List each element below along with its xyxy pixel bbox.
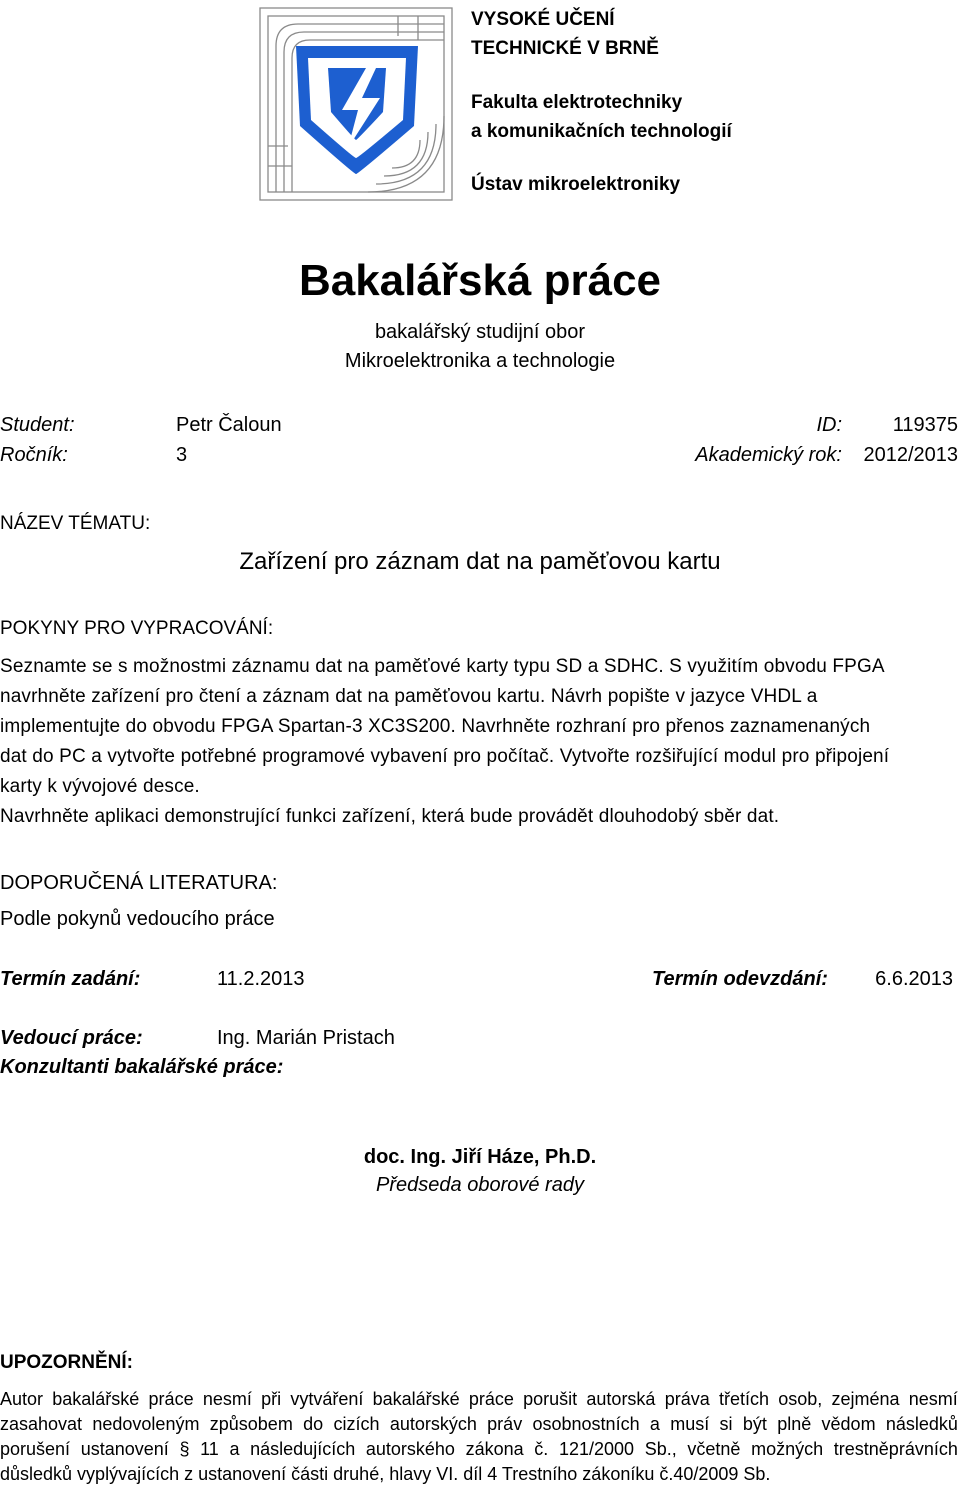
literature-value: Podle pokynů vedoucího práce bbox=[0, 908, 275, 930]
student-value: Petr Čaloun bbox=[176, 414, 282, 436]
instructions-label: POKYNY PRO VYPRACOVÁNÍ: bbox=[0, 618, 274, 639]
year-value: 3 bbox=[176, 444, 188, 466]
notice-line: důsledků vyplývajících z ustanovení části druhé, hlavy VI. díl 4 Trestního zákoníku č.40/2009 Sb. bbox=[0, 1464, 771, 1484]
faculty-name-line2: a komunikačních technologií bbox=[471, 121, 732, 142]
university-logo bbox=[258, 6, 454, 202]
id-label: ID: bbox=[816, 414, 842, 436]
university-name-line1: VYSOKÉ UČENÍ bbox=[471, 9, 615, 30]
instructions-line: implementujte do obvodu FPGA Spartan-3 XC3S200. Navrhněte rozhraní pro přenos zaznamenaných bbox=[0, 716, 871, 737]
institute-name: Ústav mikroelektroniky bbox=[471, 174, 681, 195]
id-value: 119375 bbox=[892, 414, 958, 436]
notice-label: UPOZORNĚNÍ: bbox=[0, 1352, 133, 1373]
instructions-line: Seznamte se s možnostmi záznamu dat na paměťové karty typu SD a SDHC. S využitím obvodu FPGA bbox=[0, 656, 885, 677]
signatory-role: Předseda oborové rady bbox=[376, 1174, 584, 1196]
instructions-text bbox=[0, 652, 958, 832]
year-label: Ročník: bbox=[0, 444, 68, 466]
instructions-line: karty k vývojové desce. bbox=[0, 776, 200, 797]
literature-label: DOPORUČENÁ LITERATURA: bbox=[0, 872, 278, 894]
instructions-line: dat do PC a vytvořte potřebné programové vybavení pro počítač. Vytvořte rozšiřující modul pro připojení bbox=[0, 746, 890, 767]
instructions-line: Navrhněte aplikaci demonstrující funkci zařízení, která bude provádět dlouhodobý sběr dat. bbox=[0, 806, 780, 827]
instructions-line: navrhněte zařízení pro čtení a záznam dat na paměťovou kartu. Návrh popište v jazyce VHDL a bbox=[0, 686, 818, 707]
notice-line: porušení ustanovení § 11 a následujících autorského zákona č. 121/2000 Sb., včetně možných trestněprávních bbox=[0, 1439, 958, 1459]
assignment-date-value: 11.2.2013 bbox=[217, 968, 305, 990]
notice-line: Autor bakalářské práce nesmí při vytváření bakalářské práce porušit autorská práva třetích osob, zejména nesmí bbox=[0, 1389, 958, 1409]
notice-line: zasahovat nedovoleným způsobem do cizích autorských práv osobnostních a musí si být plně vědom následků bbox=[0, 1414, 958, 1434]
vut-logo-lightning-shield-icon bbox=[258, 6, 454, 202]
faculty-name-line1: Fakulta elektrotechniky bbox=[471, 92, 683, 113]
study-type: bakalářský studijní obor bbox=[374, 321, 586, 343]
topic-label: NÁZEV TÉMATU: bbox=[0, 513, 151, 534]
supervisor-label: Vedoucí práce: bbox=[0, 1027, 143, 1049]
university-name-line2: TECHNICKÉ V BRNĚ bbox=[471, 38, 659, 59]
notice-text bbox=[0, 1387, 958, 1487]
academic-year-label: Akademický rok: bbox=[695, 444, 842, 466]
consultants-label: Konzultanti bakalářské práce: bbox=[0, 1056, 284, 1078]
study-field: Mikroelektronika a technologie bbox=[344, 350, 616, 372]
submission-date-label: Termín odevzdání: bbox=[652, 968, 828, 990]
supervisor-value: Ing. Marián Pristach bbox=[217, 1027, 395, 1049]
submission-date-value: 6.6.2013 bbox=[875, 968, 953, 990]
student-label: Student: bbox=[0, 414, 75, 436]
academic-year-value: 2012/2013 bbox=[863, 444, 958, 466]
topic-title: Zařízení pro záznam dat na paměťovou kartu bbox=[239, 548, 721, 575]
page-title: Bakalářská práce bbox=[298, 256, 662, 305]
assignment-date-label: Termín zadání: bbox=[0, 968, 141, 990]
signatory-name: doc. Ing. Jiří Háze, Ph.D. bbox=[363, 1146, 597, 1168]
